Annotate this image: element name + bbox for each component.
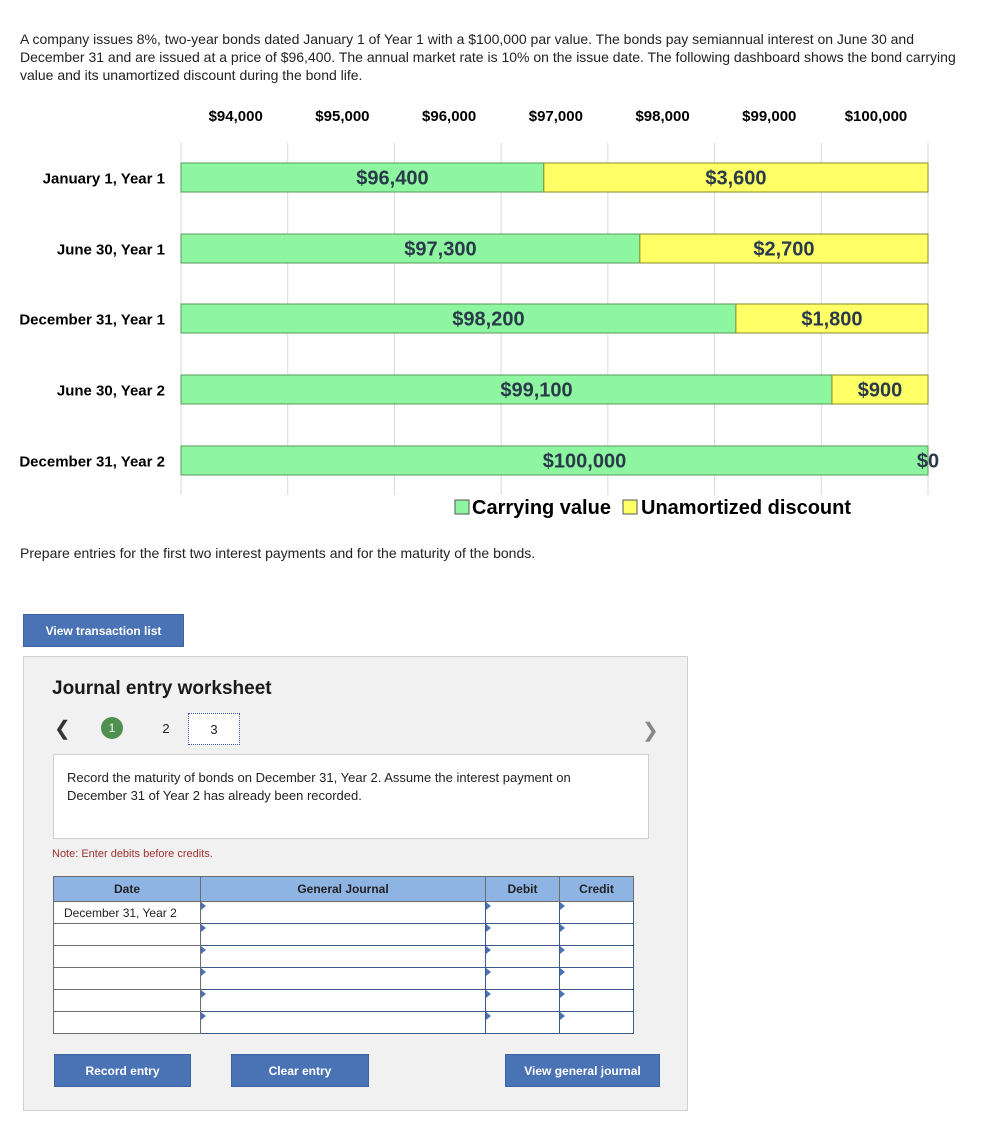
date-cell[interactable] [54,1012,201,1034]
category-label: December 31, Year 1 [19,311,165,329]
bond-dashboard-chart [0,95,982,530]
problem-statement: A company issues 8%, two-year bonds dated January 1 of Year 1 with a $100,000 par value. The bonds pay semiannual interest on June 30 and December 31 and are issued at a price of $96,400. The annual market rate is 10% on the issue date. The following dashboard shows the bond carrying value and its unamortized discount during the bond life. [20,31,956,83]
cell-marker-icon [560,1012,565,1020]
entry-description: Record the maturity of bonds on December 31, Year 2. Assume the interest payment on December 31 of Year 2 has already been recorded. [67,770,571,803]
step-1-badge[interactable]: 1 [101,717,123,739]
column-header-date: Date [54,877,201,902]
legend-label-carrying: Carrying value [472,497,611,519]
date-cell[interactable] [54,946,201,968]
carrying-value-label: $100,000 [542,450,627,473]
debit-input-cell[interactable] [486,946,560,968]
account-input-cell[interactable] [201,946,486,968]
column-header-general-journal: General Journal [201,877,486,902]
x-tick-label: $100,000 [844,108,908,125]
debit-input-cell[interactable] [486,990,560,1012]
cell-marker-icon [201,990,206,998]
instruction-text: Prepare entries for the first two interest payments and for the maturity of the bonds. [20,545,536,561]
x-tick-label: $97,000 [528,108,583,125]
debit-credit-note: Note: Enter debits before credits. [52,848,213,860]
cell-marker-icon [486,990,491,998]
category-label: June 30, Year 1 [56,241,165,259]
category-label: January 1, Year 1 [42,170,165,188]
discount-label: $2,700 [753,238,815,261]
credit-input-cell[interactable] [560,968,634,990]
date-cell[interactable]: December 31, Year 2 [54,902,201,924]
legend-label-discount: Unamortized discount [641,497,852,519]
credit-input-cell[interactable] [560,1012,634,1034]
column-header-debit: Debit [486,877,560,902]
category-label: June 30, Year 2 [56,382,165,400]
account-input-cell[interactable] [201,968,486,990]
date-cell[interactable] [54,968,201,990]
table-row [54,990,634,1012]
debit-input-cell[interactable] [486,902,560,924]
chevron-right-icon[interactable]: ❯ [642,720,659,742]
table-row [54,1012,634,1034]
cell-marker-icon [560,902,565,910]
table-row [54,902,634,924]
account-input-cell[interactable] [201,990,486,1012]
date-cell[interactable] [54,924,201,946]
legend-swatch-discount [623,500,637,514]
debit-input-cell[interactable] [486,968,560,990]
cell-marker-icon [201,968,206,976]
journal-table [53,876,634,1034]
discount-label: $900 [857,379,903,402]
cell-marker-icon [201,1012,206,1020]
step-3-tab[interactable]: 3 [188,713,240,745]
legend-swatch-carrying [455,500,469,514]
carrying-value-label: $96,400 [356,167,429,190]
cell-marker-icon [201,924,206,932]
journal-entry-worksheet [23,656,688,1111]
entry-description-box [53,754,649,839]
x-tick-label: $98,000 [635,108,690,125]
x-tick-label: $96,000 [422,108,477,125]
cell-marker-icon [486,1012,491,1020]
discount-label: $3,600 [705,167,767,190]
cell-marker-icon [201,946,206,954]
credit-input-cell[interactable] [560,946,634,968]
cell-marker-icon [486,924,491,932]
x-tick-label: $95,000 [315,108,370,125]
x-tick-label: $94,000 [208,108,263,125]
cell-marker-icon [486,968,491,976]
carrying-value-label: $99,100 [500,379,573,402]
cell-marker-icon [560,990,565,998]
cell-marker-icon [201,902,206,910]
cell-marker-icon [560,946,565,954]
carrying-value-label: $97,300 [404,238,477,261]
category-label: December 31, Year 2 [19,453,165,471]
credit-input-cell[interactable] [560,924,634,946]
account-input-cell[interactable] [201,902,486,924]
account-input-cell[interactable] [201,924,486,946]
cell-marker-icon [560,924,565,932]
x-tick-label: $99,000 [742,108,797,125]
table-row [54,946,634,968]
account-input-cell[interactable] [201,1012,486,1034]
cell-marker-icon [560,968,565,976]
carrying-value-label: $98,200 [452,308,525,331]
clear-entry-button[interactable]: Clear entry [231,1054,369,1087]
cell-marker-icon [486,902,491,910]
view-general-journal-button[interactable]: View general journal [505,1054,660,1087]
chevron-left-icon[interactable]: ❮ [54,718,71,740]
table-row [54,924,634,946]
debit-input-cell[interactable] [486,924,560,946]
worksheet-title: Journal entry worksheet [52,678,272,699]
column-header-credit: Credit [560,877,634,902]
table-row [54,968,634,990]
date-cell[interactable] [54,990,201,1012]
record-entry-button[interactable]: Record entry [54,1054,191,1087]
step-2-tab[interactable]: 2 [162,720,170,736]
debit-input-cell[interactable] [486,1012,560,1034]
cell-marker-icon [486,946,491,954]
view-transaction-list-button[interactable]: View transaction list [23,614,184,647]
discount-label: $1,800 [801,308,863,331]
credit-input-cell[interactable] [560,902,634,924]
discount-label: $0 [916,450,940,473]
credit-input-cell[interactable] [560,990,634,1012]
